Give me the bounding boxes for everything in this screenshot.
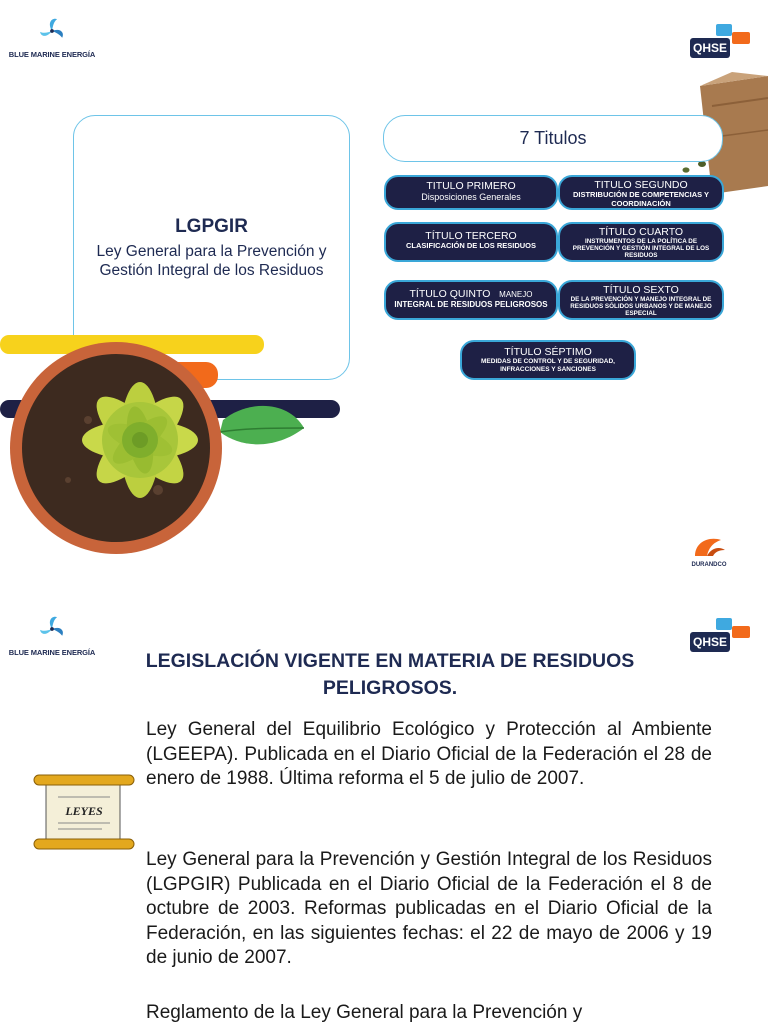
brand-name: BLUE MARINE ENERGÍA	[8, 648, 96, 657]
blue-marine-logo	[4, 612, 100, 657]
titulo-segundo[interactable]	[558, 175, 724, 210]
pill-title: TÍTULO QUINTO	[409, 288, 491, 300]
qhse-label: QHSE	[690, 38, 730, 58]
laws-scroll-icon	[32, 773, 136, 853]
blue-marine-logo	[4, 14, 100, 59]
titulo-tercero[interactable]	[384, 222, 558, 262]
qhse-logo	[690, 618, 754, 652]
paragraph-reglamento: Reglamento de la Ley General para la Prevención y	[146, 1002, 583, 1023]
titulo-cuarto[interactable]	[558, 222, 724, 262]
titulo-sexto[interactable]	[558, 280, 724, 320]
card-subtitle: Ley General para la Prevención y Gestión Integral de los Residuos	[96, 242, 327, 279]
paragraph-lgpgir: Ley General para la Prevención y Gestión Integral de los Residuos (LGPGIR) Publicada en el Diario Oficial de la Federación el 8 de octubre de 2003. Reformas publicadas en el Diario Oficial de la Federación, en las siguientes fechas: el 22 de mayo de 2006 y 19 de junio de 2007.	[146, 849, 712, 968]
qhse-label: QHSE	[690, 632, 730, 652]
footer-brand: DURANDCO	[691, 562, 727, 568]
qhse-logo	[690, 24, 754, 58]
pill-title-suffix: MANEJO	[499, 290, 533, 299]
scroll-label: LEYES	[65, 804, 103, 818]
titulo-primero[interactable]	[384, 175, 558, 210]
durandco-logo	[684, 532, 734, 568]
pill-subtitle: INTEGRAL DE RESIDUOS PELIGROSOS	[394, 300, 548, 309]
pill-title: TÍTULO SÉPTIMO	[504, 346, 592, 358]
pill-title: TÍTULO SEXTO	[603, 284, 679, 296]
card-heading: LGPGIR	[175, 215, 248, 237]
titulo-septimo[interactable]	[460, 340, 636, 380]
blue-marine-icon	[35, 612, 69, 646]
succulent-plant-image	[8, 340, 308, 560]
pill-title: TITULO PRIMERO	[426, 180, 516, 192]
pill-subtitle: DE LA PREVENCIÓN Y MANEJO INTEGRAL DE RESIDUOS SÓLIDOS URBANOS Y DE MANEJO ESPECIAL	[570, 296, 712, 318]
pill-subtitle: Disposiciones Generales	[421, 192, 521, 202]
pill-subtitle: INSTRUMENTOS DE LA POLÍTICA DE PREVENCIÓN Y GESTIÓN INTEGRAL DE LOS RESIDUOS	[572, 238, 710, 260]
slide-legislacion	[0, 588, 768, 1024]
brand-name: BLUE MARINE ENERGÍA	[8, 50, 96, 59]
pill-title: TITULO SEGUNDO	[594, 179, 688, 191]
pill-subtitle: CLASIFICACIÓN DE LOS RESIDUOS	[405, 241, 536, 250]
paragraph-lgeepa: Ley General del Equilibrio Ecológico y Protección al Ambiente (LGEEPA). Publicada en el Diario Oficial de la Federación el 28 de enero de 1988. Última reforma el 5 de julio de 2007.	[146, 719, 712, 789]
pill-subtitle: DISTRIBUCIÓN DE COMPETENCIAS Y COORDINACIÓN	[572, 190, 710, 208]
durandco-icon	[689, 532, 729, 562]
pill-subtitle: MEDIDAS DE CONTROL Y DE SEGURIDAD, INFRACCIONES Y SANCIONES	[481, 358, 615, 373]
blue-marine-icon	[35, 14, 69, 48]
slide-title: LEGISLACIÓN VIGENTE EN MATERIA DE RESIDUOS PELIGROSOS.	[145, 650, 635, 699]
titles-count: 7 Titulos	[383, 115, 723, 162]
pill-title: TÍTULO CUARTO	[598, 226, 684, 238]
pill-title: TÍTULO TERCERO	[425, 230, 517, 242]
titulo-quinto[interactable]	[384, 280, 558, 320]
